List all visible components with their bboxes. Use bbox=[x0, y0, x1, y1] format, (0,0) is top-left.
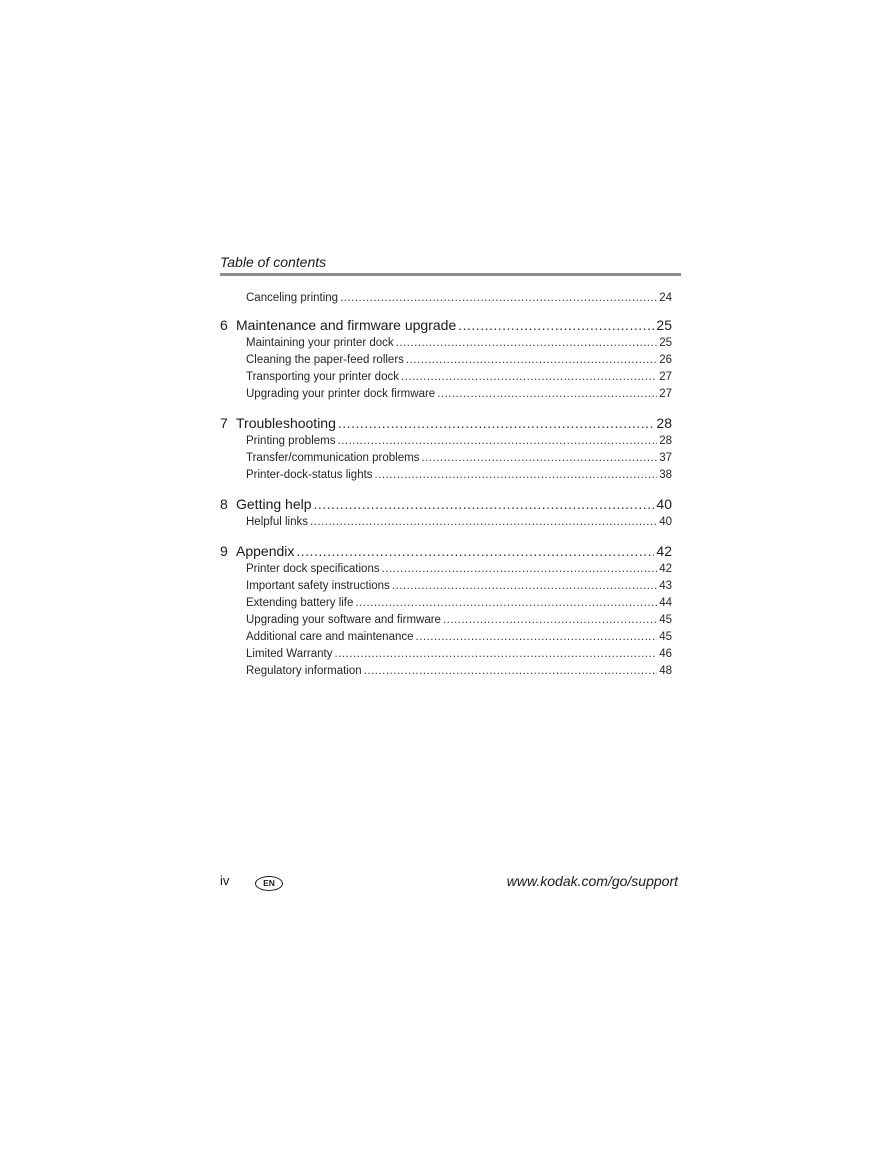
chapter-page: 42 bbox=[656, 543, 672, 559]
toc-entry-page: 38 bbox=[659, 469, 672, 481]
toc-chapter-entry[interactable] bbox=[220, 494, 672, 514]
toc-entry[interactable] bbox=[220, 646, 672, 663]
toc-entry-canceling-printing[interactable] bbox=[220, 290, 672, 307]
toc-entry-page: 46 bbox=[659, 648, 672, 660]
toc-entry-label: Upgrading your software and firmware bbox=[246, 614, 441, 626]
chapter-page: 25 bbox=[656, 317, 672, 333]
footer-page-number: iv bbox=[220, 873, 230, 888]
toc-chapter-section bbox=[220, 494, 672, 531]
toc-chapter-entry[interactable] bbox=[220, 413, 672, 433]
dot-leader bbox=[335, 646, 658, 663]
toc-entry[interactable] bbox=[220, 663, 672, 680]
toc-entry-label: Additional care and maintenance bbox=[246, 631, 414, 643]
chapter-number: 9 bbox=[220, 543, 228, 559]
footer-url[interactable]: www.kodak.com/go/support bbox=[506, 873, 678, 889]
page-footer bbox=[220, 872, 680, 894]
dot-leader bbox=[437, 386, 657, 403]
toc-entry[interactable] bbox=[220, 467, 672, 484]
toc-chapter-section bbox=[220, 541, 672, 680]
toc-entry-page: 26 bbox=[659, 354, 672, 366]
toc-entry-label: Canceling printing bbox=[246, 292, 339, 304]
toc-chapter-entry[interactable] bbox=[220, 541, 672, 561]
toc-entry-page: 24 bbox=[659, 292, 672, 304]
toc-entry[interactable] bbox=[220, 612, 672, 629]
toc-entry-page: 25 bbox=[659, 337, 672, 349]
toc-entry-label: Helpful links bbox=[246, 516, 308, 528]
toc-entry-page: 37 bbox=[659, 452, 672, 464]
toc-entry-label: Transfer/communication problems bbox=[246, 452, 420, 464]
toc-entry[interactable] bbox=[220, 369, 672, 386]
dot-leader bbox=[382, 561, 658, 578]
dot-leader bbox=[406, 352, 657, 369]
dot-leader bbox=[375, 467, 658, 484]
page-header bbox=[220, 253, 681, 276]
dot-leader bbox=[338, 413, 655, 433]
toc-entry-page: 27 bbox=[659, 371, 672, 383]
chapter-number: 8 bbox=[220, 496, 228, 512]
toc-entry[interactable] bbox=[220, 578, 672, 595]
toc-entry-page: 45 bbox=[659, 614, 672, 626]
toc-entry[interactable] bbox=[220, 629, 672, 646]
toc-entry-page: 28 bbox=[659, 435, 672, 447]
chapter-title: Getting help bbox=[236, 496, 312, 512]
table-of-contents bbox=[220, 290, 672, 690]
chapter-page: 40 bbox=[656, 496, 672, 512]
dot-leader bbox=[458, 315, 654, 335]
toc-entry-page: 44 bbox=[659, 597, 672, 609]
toc-entry-label: Printing problems bbox=[246, 435, 336, 447]
chapter-title: Maintenance and firmware upgrade bbox=[236, 317, 457, 333]
dot-leader bbox=[421, 450, 657, 467]
toc-entry-label: Maintaining your printer dock bbox=[246, 337, 394, 349]
dot-leader bbox=[355, 595, 657, 612]
toc-entry-label: Important safety instructions bbox=[246, 580, 390, 592]
toc-entry[interactable] bbox=[220, 352, 672, 369]
toc-entry[interactable] bbox=[220, 561, 672, 578]
header-title: Table of contents bbox=[220, 254, 327, 270]
chapter-title: Appendix bbox=[236, 543, 295, 559]
toc-entry-page: 45 bbox=[659, 631, 672, 643]
toc-entry[interactable] bbox=[220, 450, 672, 467]
dot-leader bbox=[337, 433, 657, 450]
toc-entry-page: 27 bbox=[659, 388, 672, 400]
language-badge: EN bbox=[255, 876, 283, 891]
dot-leader bbox=[314, 494, 655, 514]
toc-entry[interactable] bbox=[220, 514, 672, 531]
chapter-title: Troubleshooting bbox=[236, 415, 336, 431]
dot-leader bbox=[401, 369, 657, 386]
toc-entry-label: Printer dock specifications bbox=[246, 563, 380, 575]
toc-entry-label: Limited Warranty bbox=[246, 648, 333, 660]
toc-entry-page: 43 bbox=[659, 580, 672, 592]
toc-entry[interactable] bbox=[220, 433, 672, 450]
toc-chapter-section bbox=[220, 315, 672, 403]
dot-leader bbox=[310, 514, 657, 531]
toc-chapter-section bbox=[220, 413, 672, 484]
toc-entry-label: Regulatory information bbox=[246, 665, 362, 677]
toc-entry[interactable] bbox=[220, 595, 672, 612]
toc-entry-label: Cleaning the paper-feed rollers bbox=[246, 354, 404, 366]
chapter-number: 6 bbox=[220, 317, 228, 333]
dot-leader bbox=[443, 612, 657, 629]
toc-chapter-entry[interactable] bbox=[220, 315, 672, 335]
toc-entry-page: 40 bbox=[659, 516, 672, 528]
dot-leader bbox=[416, 629, 658, 646]
header-rule bbox=[220, 273, 681, 276]
toc-entry-label: Upgrading your printer dock firmware bbox=[246, 388, 436, 400]
toc-entry[interactable] bbox=[220, 335, 672, 352]
toc-entry[interactable] bbox=[220, 386, 672, 403]
toc-entry-label: Printer-dock-status lights bbox=[246, 469, 373, 481]
chapter-number: 7 bbox=[220, 415, 228, 431]
dot-leader bbox=[392, 578, 657, 595]
dot-leader bbox=[340, 290, 657, 307]
toc-entry-page: 48 bbox=[659, 665, 672, 677]
dot-leader bbox=[296, 541, 654, 561]
chapter-page: 28 bbox=[656, 415, 672, 431]
toc-entry-label: Transporting your printer dock bbox=[246, 371, 399, 383]
toc-entry-label: Extending battery life bbox=[246, 597, 354, 609]
toc-entry-page: 42 bbox=[659, 563, 672, 575]
dot-leader bbox=[396, 335, 658, 352]
dot-leader bbox=[364, 663, 658, 680]
